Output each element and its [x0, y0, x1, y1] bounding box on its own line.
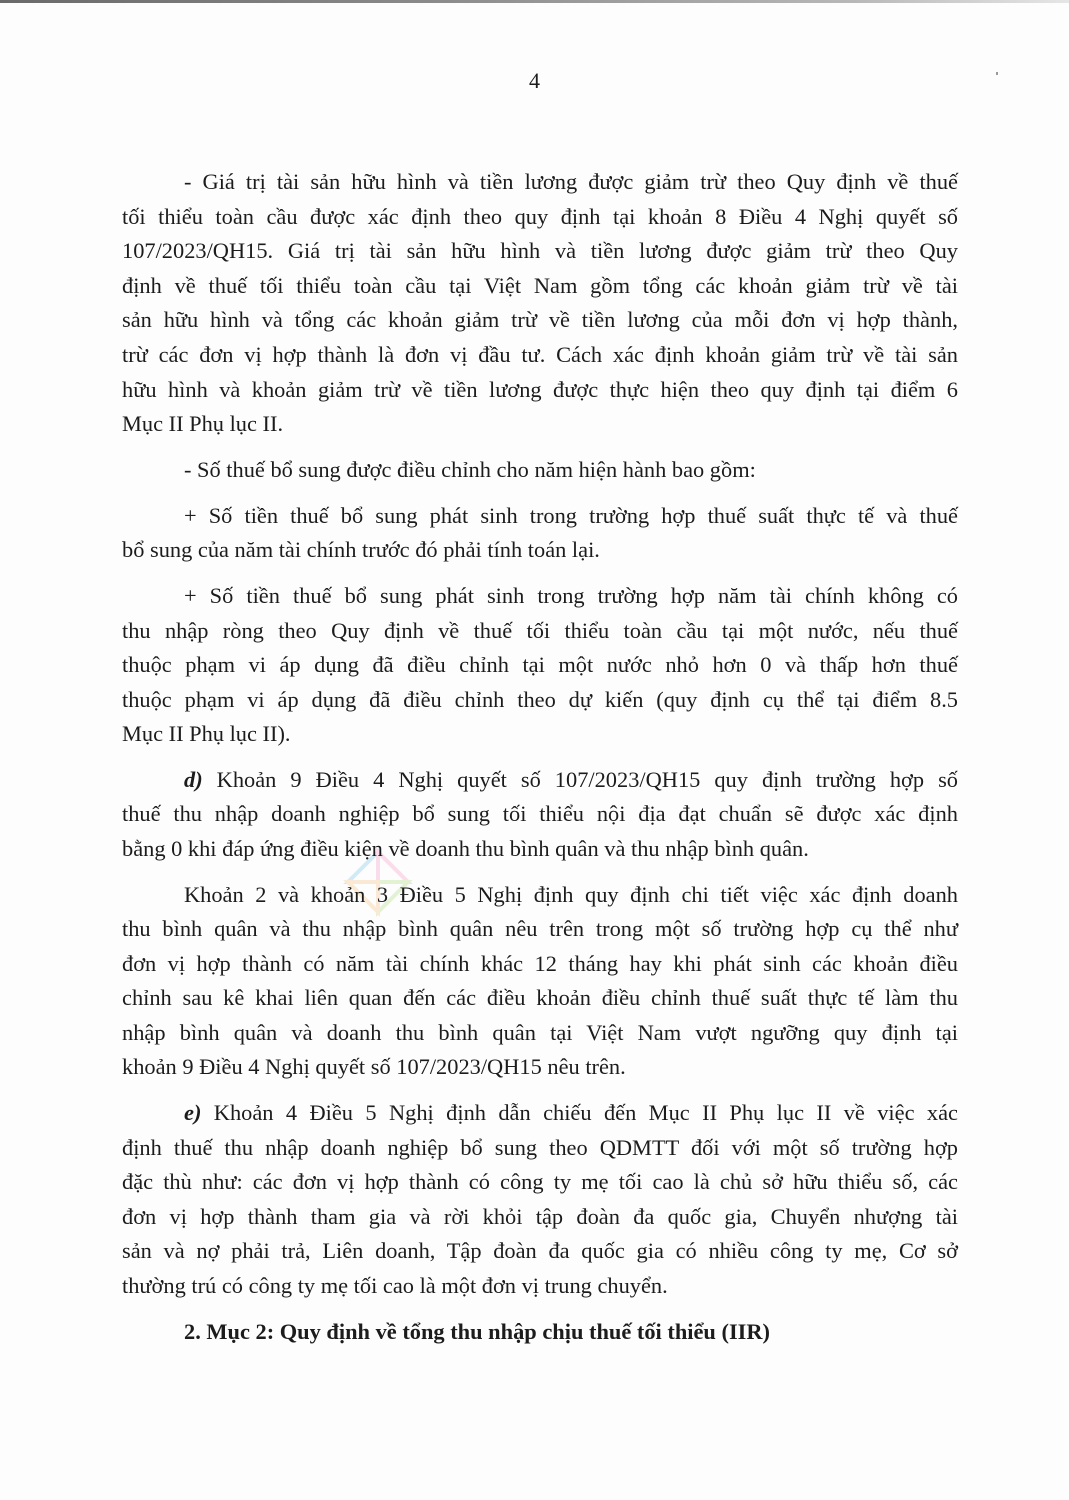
p4-line-2: thu nhập ròng theo Quy định về thuế tối thiểu toàn cầu tại một nước, nếu thuế [122, 618, 958, 643]
p7-line-3: đặc thù như: các đơn vị hợp thành có công ty mẹ tối cao là chủ sở hữu thiểu số, các [122, 1169, 958, 1194]
p7-line-6: thường trú có công ty mẹ tối cao là một đơn vị trung chuyển. [122, 1273, 668, 1298]
p5-line-1-text: Khoản 9 Điều 4 Nghị quyết số 107/2023/QH15 quy định trường hợp số [202, 767, 958, 792]
p7-line-1-text: Khoản 4 Điều 5 Nghị định dẫn chiếu đến Mục II Phụ lục II về việc xác [201, 1100, 958, 1125]
p5-line-1 [184, 766, 958, 794]
p6-line-6: khoản 9 Điều 4 Nghị quyết số 107/2023/QH15 nêu trên. [122, 1054, 626, 1079]
p3-line-2: bổ sung của năm tài chính trước đó phải tính toán lại. [122, 537, 600, 562]
p1-line-2: tối thiểu toàn cầu được xác định theo quy định tại khoản 8 Điều 4 Nghị quyết số [122, 204, 958, 229]
p1-line-5: sản hữu hình và tổng các khoản giảm trừ về tiền lương của mỗi đơn vị hợp thành, [122, 307, 958, 332]
p1-line-8: Mục II Phụ lục II. [122, 411, 284, 436]
p3-line-1: + Số tiền thuế bổ sung phát sinh trong trường hợp thuế suất thực tế và thuế [184, 503, 958, 528]
p1-line-7: hữu hình và khoản giảm trừ về tiền lương được thực hiện theo quy định tại điểm 6 [122, 377, 958, 402]
p4-line-1: + Số tiền thuế bổ sung phát sinh trong trường hợp năm tài chính không có [184, 583, 958, 608]
section-heading: 2. Mục 2: Quy định về tổng thu nhập chịu thuế tối thiểu (IIR) [184, 1319, 770, 1344]
p7-line-2: định thuế thu nhập doanh nghiệp bổ sung theo QDMTT đối với một số trường hợp [122, 1135, 958, 1160]
page-number: 4 [529, 68, 540, 93]
p6-line-5: nhập bình quân và doanh thu bình quân tại Việt Nam vượt ngưỡng quy định tại [122, 1020, 958, 1045]
p7-line-5: sản và nợ phải trả, Liên doanh, Tập đoàn đa quốc gia có nhiều công ty mẹ, Cơ sở [122, 1238, 958, 1263]
p1-line-4: định về thuế tối thiểu toàn cầu tại Việt Nam gồm tổng các khoản giảm trừ về tài [122, 273, 958, 298]
p1-line-6: trừ các đơn vị hợp thành là đơn vị đầu tư. Cách xác định khoản giảm trừ về tài sản [122, 342, 958, 367]
p6-line-4: chỉnh sau kê khai liên quan đến các điều khoản điều chỉnh thuế suất thực tế làm thu [122, 985, 958, 1010]
p1-line-3: 107/2023/QH15. Giá trị tài sản hữu hình và tiền lương được giảm trừ theo Quy [122, 238, 958, 263]
p4-line-5: Mục II Phụ lục II). [122, 721, 291, 746]
p6-line-2: thu bình quân và thu nhập bình quân nêu trên trong một số trường hợp cụ thể như [122, 916, 958, 941]
p2-line-1: - Số thuế bổ sung được điều chỉnh cho năm hiện hành bao gồm: [184, 457, 756, 482]
scan-top-edge [0, 0, 1069, 3]
p7-line-1 [184, 1099, 958, 1127]
p7-line-4: đơn vị hợp thành tham gia và rời khỏi tập đoàn đa quốc gia, Chuyển nhượng tài [122, 1204, 958, 1229]
p4-line-3: thuộc phạm vi áp dụng đã điều chỉnh tại một nước nhỏ hơn 0 và thấp hơn thuế [122, 652, 958, 677]
p5-line-2: thuế thu nhập doanh nghiệp bổ sung tối thiểu nội địa đạt chuẩn sẽ được xác định [122, 801, 958, 826]
p6-line-1: Khoản 2 và khoản 3 Điều 5 Nghị định quy định chi tiết việc xác định doanh [184, 882, 958, 907]
p5-line-3: bằng 0 khi đáp ứng điều kiện về doanh thu bình quân và thu nhập bình quân. [122, 836, 809, 861]
p4-line-4: thuộc phạm vi áp dụng đã điều chỉnh theo dự kiến (quy định cụ thể tại điểm 8.5 [122, 687, 958, 712]
p6-line-3: đơn vị hợp thành có năm tài chính khác 12 tháng hay khi phát sinh các khoản điều [122, 951, 958, 976]
item-label-e: e) [184, 1100, 202, 1125]
p1-line-1: - Giá trị tài sản hữu hình và tiền lương được giảm trừ theo Quy định về thuế [184, 169, 958, 194]
item-label-d: d) [184, 767, 203, 792]
